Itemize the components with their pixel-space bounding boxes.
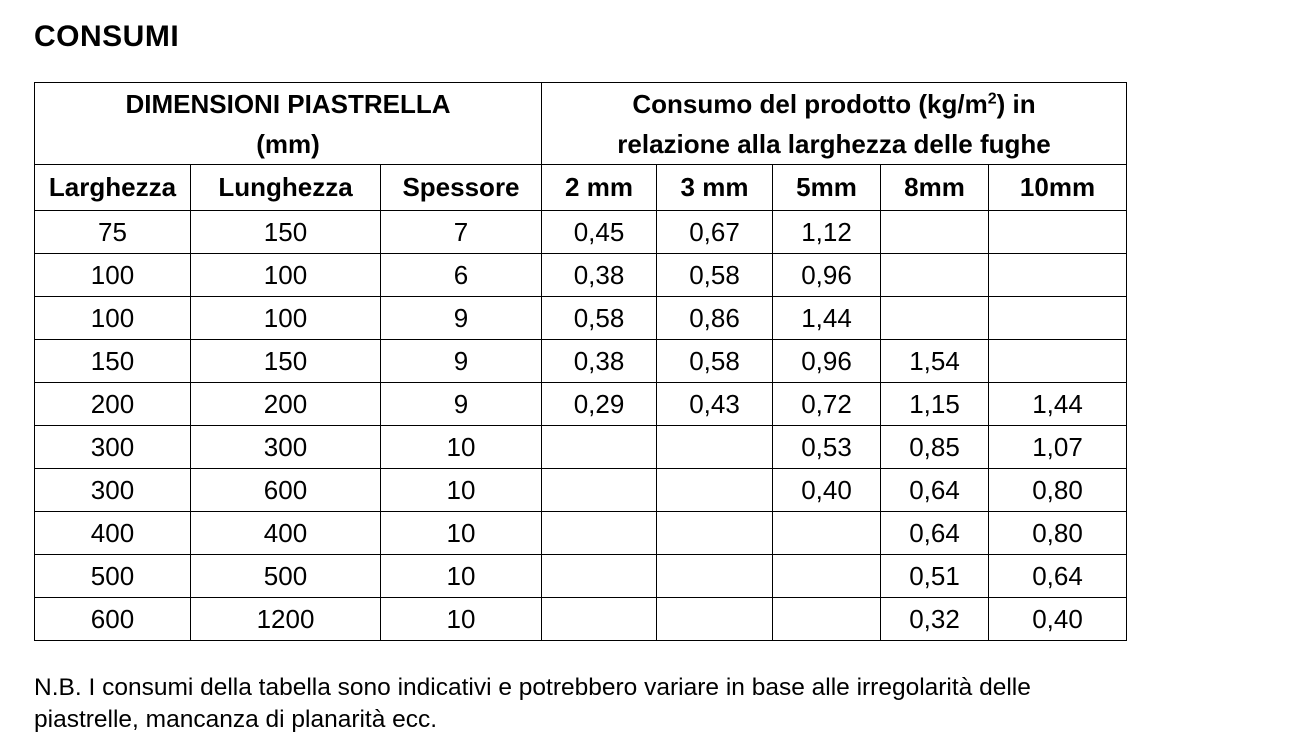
table-cell: 10 <box>381 512 542 555</box>
table-cell: 9 <box>381 297 542 340</box>
table-cell <box>989 254 1127 297</box>
table-row <box>35 340 1127 383</box>
column-header-10mm: 10mm <box>989 165 1127 211</box>
table-cell: 10 <box>381 469 542 512</box>
table-cell: 0,38 <box>542 340 657 383</box>
table-cell: 1,12 <box>773 211 881 254</box>
table-cell: 150 <box>191 340 381 383</box>
footnote <box>34 672 1296 736</box>
table-cell: 1,44 <box>989 383 1127 426</box>
table-cell: 9 <box>381 383 542 426</box>
table-cell: 0,64 <box>881 512 989 555</box>
table-cell: 0,58 <box>657 340 773 383</box>
table-cell: 200 <box>191 383 381 426</box>
table-cell: 0,80 <box>989 512 1127 555</box>
table-cell: 0,43 <box>657 383 773 426</box>
table-cell <box>881 254 989 297</box>
column-header-3mm: 3 mm <box>657 165 773 211</box>
consumption-table <box>34 82 1127 641</box>
dimensions-header-line1: DIMENSIONI PIASTRELLA <box>125 88 451 119</box>
column-header-lunghezza: Lunghezza <box>191 165 381 211</box>
table-cell <box>989 211 1127 254</box>
table-cell: 300 <box>35 469 191 512</box>
table-cell: 0,64 <box>881 469 989 512</box>
table-cell <box>657 512 773 555</box>
table-cell: 400 <box>191 512 381 555</box>
table-cell: 1,44 <box>773 297 881 340</box>
table-row <box>35 254 1127 297</box>
table-group-header-row <box>35 83 1127 165</box>
consumption-header-post: ) in <box>996 88 1036 119</box>
column-header-spessore: Spessore <box>381 165 542 211</box>
column-header-5mm: 5mm <box>773 165 881 211</box>
table-cell: 150 <box>35 340 191 383</box>
table-column-header-row <box>35 165 1127 211</box>
table-cell: 0,86 <box>657 297 773 340</box>
table-cell: 600 <box>35 598 191 641</box>
table-cell: 0,40 <box>989 598 1127 641</box>
table-cell: 600 <box>191 469 381 512</box>
table-cell: 10 <box>381 598 542 641</box>
footnote-line1: N.B. I consumi della tabella sono indicativi e potrebbero variare in base alle irregolarità delle <box>34 674 1031 701</box>
table-cell: 6 <box>381 254 542 297</box>
table-cell: 9 <box>381 340 542 383</box>
table-cell <box>773 512 881 555</box>
table-cell: 0,72 <box>773 383 881 426</box>
table-cell <box>542 512 657 555</box>
table-cell: 0,38 <box>542 254 657 297</box>
table-row <box>35 383 1127 426</box>
table-row <box>35 297 1127 340</box>
table-cell <box>773 555 881 598</box>
table-cell: 0,29 <box>542 383 657 426</box>
table-cell: 0,58 <box>657 254 773 297</box>
table-cell: 100 <box>191 254 381 297</box>
column-header-larghezza: Larghezza <box>35 165 191 211</box>
table-cell: 1200 <box>191 598 381 641</box>
table-cell <box>989 297 1127 340</box>
column-header-8mm: 8mm <box>881 165 989 211</box>
table-cell <box>657 426 773 469</box>
table-cell: 150 <box>191 211 381 254</box>
table-row <box>35 512 1127 555</box>
table-cell <box>881 297 989 340</box>
table-cell <box>773 598 881 641</box>
table-row <box>35 469 1127 512</box>
table-cell: 0,40 <box>773 469 881 512</box>
consumption-group-header <box>542 83 1127 165</box>
table-cell: 400 <box>35 512 191 555</box>
table-cell: 0,80 <box>989 469 1127 512</box>
page-title: CONSUMI <box>34 20 180 53</box>
table-cell: 75 <box>35 211 191 254</box>
table-cell: 0,51 <box>881 555 989 598</box>
table-cell <box>542 469 657 512</box>
consumption-header-sup: 2 <box>987 89 997 107</box>
table-cell: 0,85 <box>881 426 989 469</box>
table-body <box>35 211 1127 641</box>
table-cell: 7 <box>381 211 542 254</box>
table-cell: 0,64 <box>989 555 1127 598</box>
table-row <box>35 598 1127 641</box>
dimensions-header-line2: (mm) <box>256 128 320 159</box>
column-header-2mm: 2 mm <box>542 165 657 211</box>
footnote-line2: piastrelle, mancanza di planarità ecc. <box>34 706 438 733</box>
table-cell: 0,53 <box>773 426 881 469</box>
table-cell: 10 <box>381 426 542 469</box>
table-cell: 1,07 <box>989 426 1127 469</box>
table-cell: 0,32 <box>881 598 989 641</box>
table-cell: 300 <box>191 426 381 469</box>
table-cell: 100 <box>191 297 381 340</box>
table-cell: 500 <box>191 555 381 598</box>
table-cell: 0,45 <box>542 211 657 254</box>
table-cell: 100 <box>35 297 191 340</box>
table-cell: 1,15 <box>881 383 989 426</box>
table-cell: 10 <box>381 555 542 598</box>
table-cell <box>542 426 657 469</box>
table-cell <box>657 469 773 512</box>
dimensions-group-header <box>35 83 542 165</box>
table-cell: 300 <box>35 426 191 469</box>
consumption-header-line2: relazione alla larghezza delle fughe <box>617 128 1051 159</box>
table-cell: 500 <box>35 555 191 598</box>
table-cell <box>657 555 773 598</box>
table-cell: 0,58 <box>542 297 657 340</box>
table-cell <box>542 555 657 598</box>
table-cell <box>881 211 989 254</box>
table-cell: 0,67 <box>657 211 773 254</box>
consumption-header-pre: Consumo del prodotto (kg/m <box>632 88 988 119</box>
table-row <box>35 426 1127 469</box>
table-cell: 100 <box>35 254 191 297</box>
table-cell: 0,96 <box>773 254 881 297</box>
table-row <box>35 555 1127 598</box>
table-row <box>35 211 1127 254</box>
table-cell <box>542 598 657 641</box>
table-cell: 200 <box>35 383 191 426</box>
table-cell <box>989 340 1127 383</box>
table-cell <box>657 598 773 641</box>
table-cell: 1,54 <box>881 340 989 383</box>
table-cell: 0,96 <box>773 340 881 383</box>
